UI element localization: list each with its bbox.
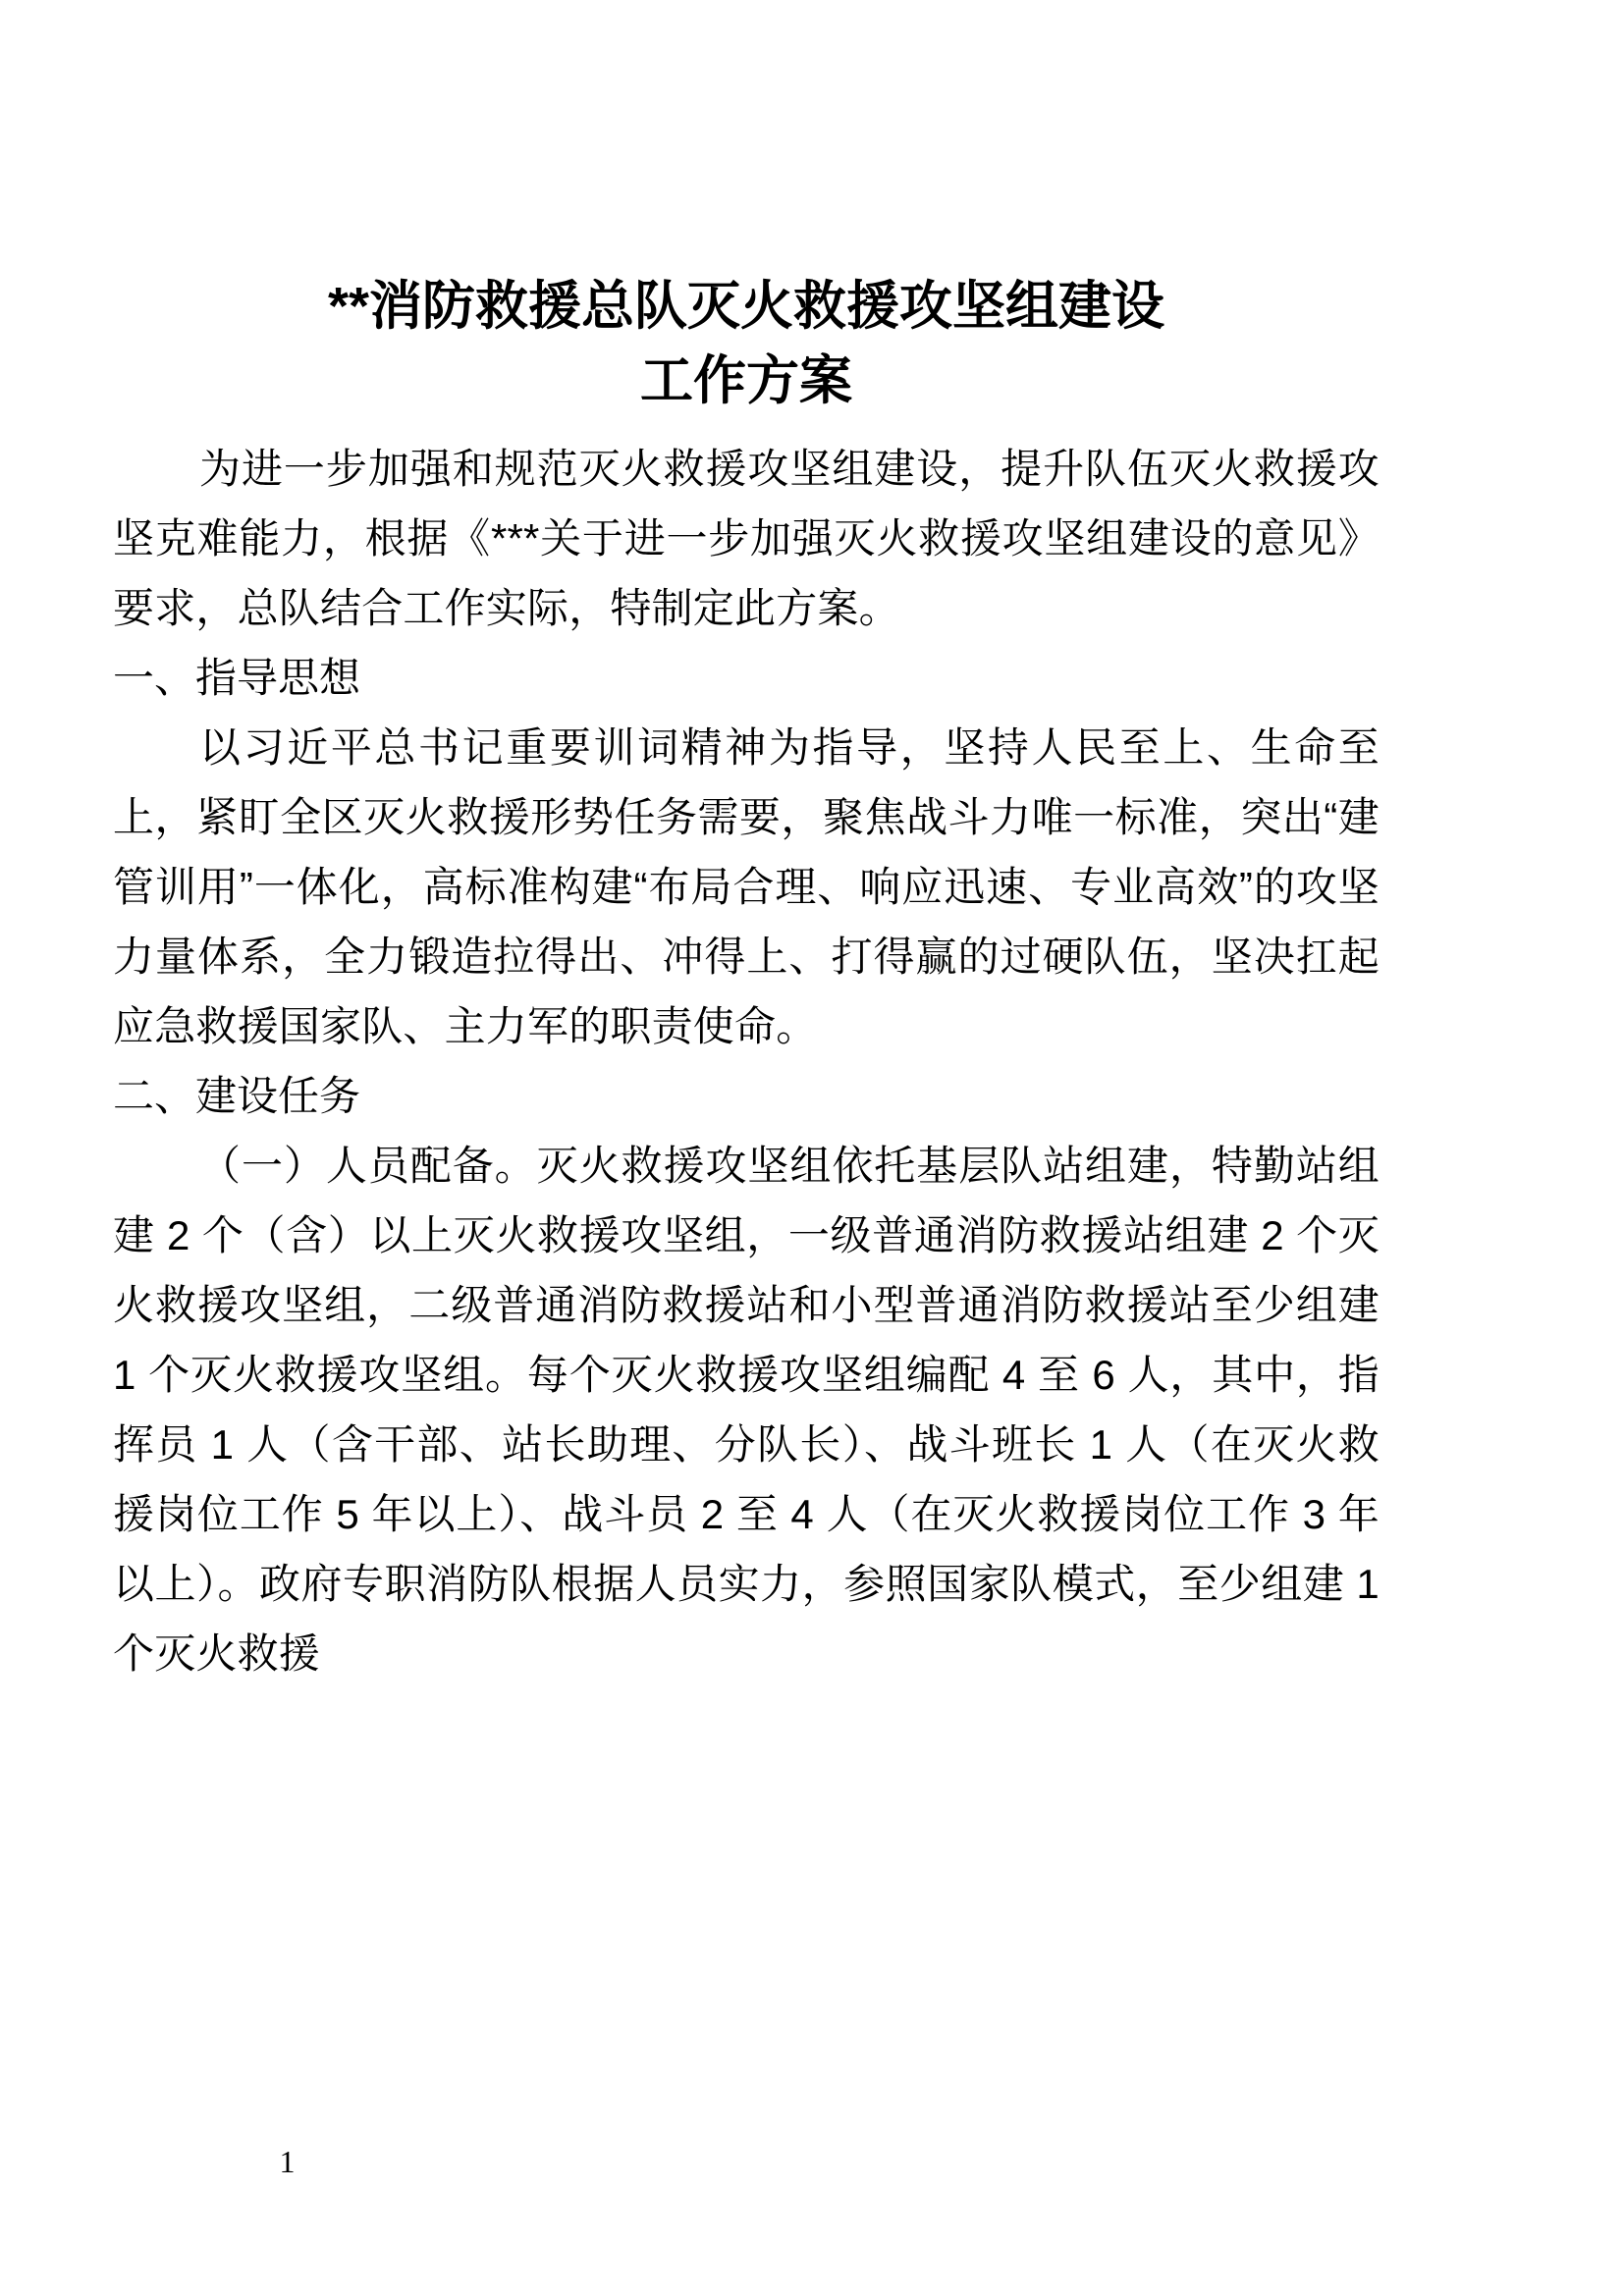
section-heading-2: 二、建设任务 bbox=[113, 1073, 361, 1119]
page-number: 1 bbox=[279, 2144, 296, 2179]
page-title-line-1: **消防救援总队灭火救援攻坚组建设 bbox=[327, 277, 1165, 336]
section-heading-1: 一、指导思想 bbox=[113, 655, 361, 701]
document-body bbox=[113, 0, 1380, 1688]
page-title bbox=[113, 269, 1380, 418]
title-body-spacer bbox=[113, 418, 1380, 434]
section-body-2: （一）人员配备。灭火救援攻坚组依托基层队站组建，特勤站组建 2 个（含）以上灭火救援攻坚组，一级普通消防救援站组建 2 个灭火救援攻坚组，二级普通消防救援站和小型普通消防救援站至少组建 1 个灭火救援攻坚组。每个灭火救援攻坚组编配 4 至 6 人，其中，指挥员 1 人（含干部、站长助理、分队长）、战斗班长 1 人（在灭火救援岗位工作 5 年以上）、战斗员 2 至 4 人（在灭火救援岗位工作 3 年以上）。政府专职消防队根据人员实力，参照国家队模式，至少组建 1 个灭火救援 bbox=[113, 1143, 1380, 1677]
intro-paragraph: 为进一步加强和规范灭火救援攻坚组建设，提升队伍灭火救援攻坚克难能力，根据《***关于进一步加强灭火救援攻坚组建设的意见》要求，总队结合工作实际，特制定此方案。 bbox=[113, 446, 1380, 631]
section-body-1: 以习近平总书记重要训词精神为指导，坚持人民至上、生命至上，紧盯全区灭火救援形势任务需要，聚焦战斗力唯一标准，突出“建管训用”一体化，高标准构建“布局合理、响应迅速、专业高效”的攻坚力量体系，全力锻造拉得出、冲得上、打得赢的过硬队伍，坚决扛起应急救援国家队、主力军的职责使命。 bbox=[113, 724, 1380, 1049]
page-title-line-2: 工作方案 bbox=[640, 351, 852, 410]
